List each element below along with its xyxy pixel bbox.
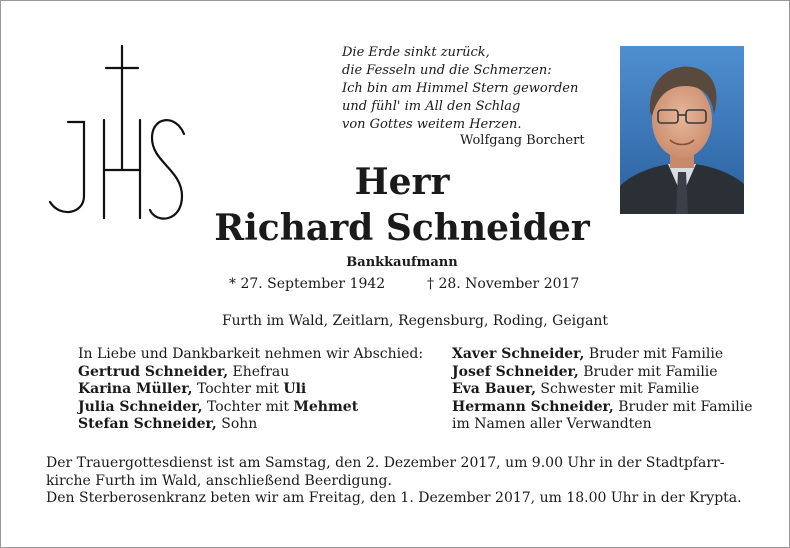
mourner-name: Eva Bauer, [452,381,536,397]
death-date: † 28. November 2017 [427,276,580,292]
birth-date: * 27. September 1942 [229,276,386,292]
mourner-relation: In Liebe und Dankbarkeit nehmen wir Abschied: [78,346,424,362]
poem-line: und fühl' im All den Schlag [342,99,521,114]
mourner-row [452,364,753,382]
mourner-name: Karina Müller, [78,381,193,397]
mourner-row [78,346,423,364]
service-line: Den Sterberosenkranz beten wir am Freitag, den 1. Dezember 2017, um 18.00 Uhr in der Krypta. [46,490,742,506]
places-of-life: Furth im Wald, Zeitlarn, Regensburg, Roding, Geigant [221,313,609,329]
mourner-relation: Bruder mit Familie [578,363,718,380]
mourner-relation: Bruder mit Familie [584,346,724,362]
mourner-relation: Tochter mit [192,381,284,397]
mourner-relation: Sohn [216,416,258,432]
service-line: Der Trauergottesdienst ist am Samstag, den 2. Dezember 2017, um 9.00 Uhr in der Stadtpfarr- [46,455,725,471]
mourner-row [452,399,753,417]
mourner-name: Hermann Schneider, [452,398,614,415]
deceased-name: Richard Schneider [214,207,590,249]
mourner-row [452,416,753,434]
poem-line: Ich bin am Himmel Stern geworden [342,81,579,96]
deceased-prefix: Herr [354,161,450,203]
mourner-relation: im Namen aller Verwandten [452,416,652,432]
mourner-relation: Bruder mit Familie [613,398,753,415]
deceased-profession: Bankkaufmann [346,255,458,270]
mourner-name: Stefan Schneider, [78,416,217,432]
poem-line: von Gottes weitem Herzen. [342,117,522,132]
mourner-relation: Tochter mit [202,398,294,415]
poem-author: Wolfgang Borchert [460,133,585,148]
mourner-name: Gertrud Schneider, [78,363,229,380]
mourner-row [78,364,423,382]
mourner-row [452,346,753,364]
mourner-row [78,399,423,417]
mourners-right [452,346,753,434]
service-line: kirche Furth im Wald, anschließend Beerdigung. [46,472,392,489]
mourner-partner: Uli [283,381,307,397]
mourner-partner: Mehmet [293,398,359,415]
poem-line: die Fesseln und die Schmerzen: [342,63,552,78]
mourner-name: Julia Schneider, [78,398,203,415]
mourner-row [78,416,423,434]
mourners-left [78,346,423,434]
service-info [46,455,756,508]
mourner-row [452,381,753,399]
poem [342,44,578,134]
mourner-name: Xaver Schneider, [452,346,585,362]
mourner-name: Josef Schneider, [452,363,579,380]
poem-line: Die Erde sinkt zurück, [342,45,490,60]
mourner-relation: Schwester mit Familie [535,381,700,397]
mourner-relation: Ehefrau [228,363,290,380]
mourner-row [78,381,423,399]
